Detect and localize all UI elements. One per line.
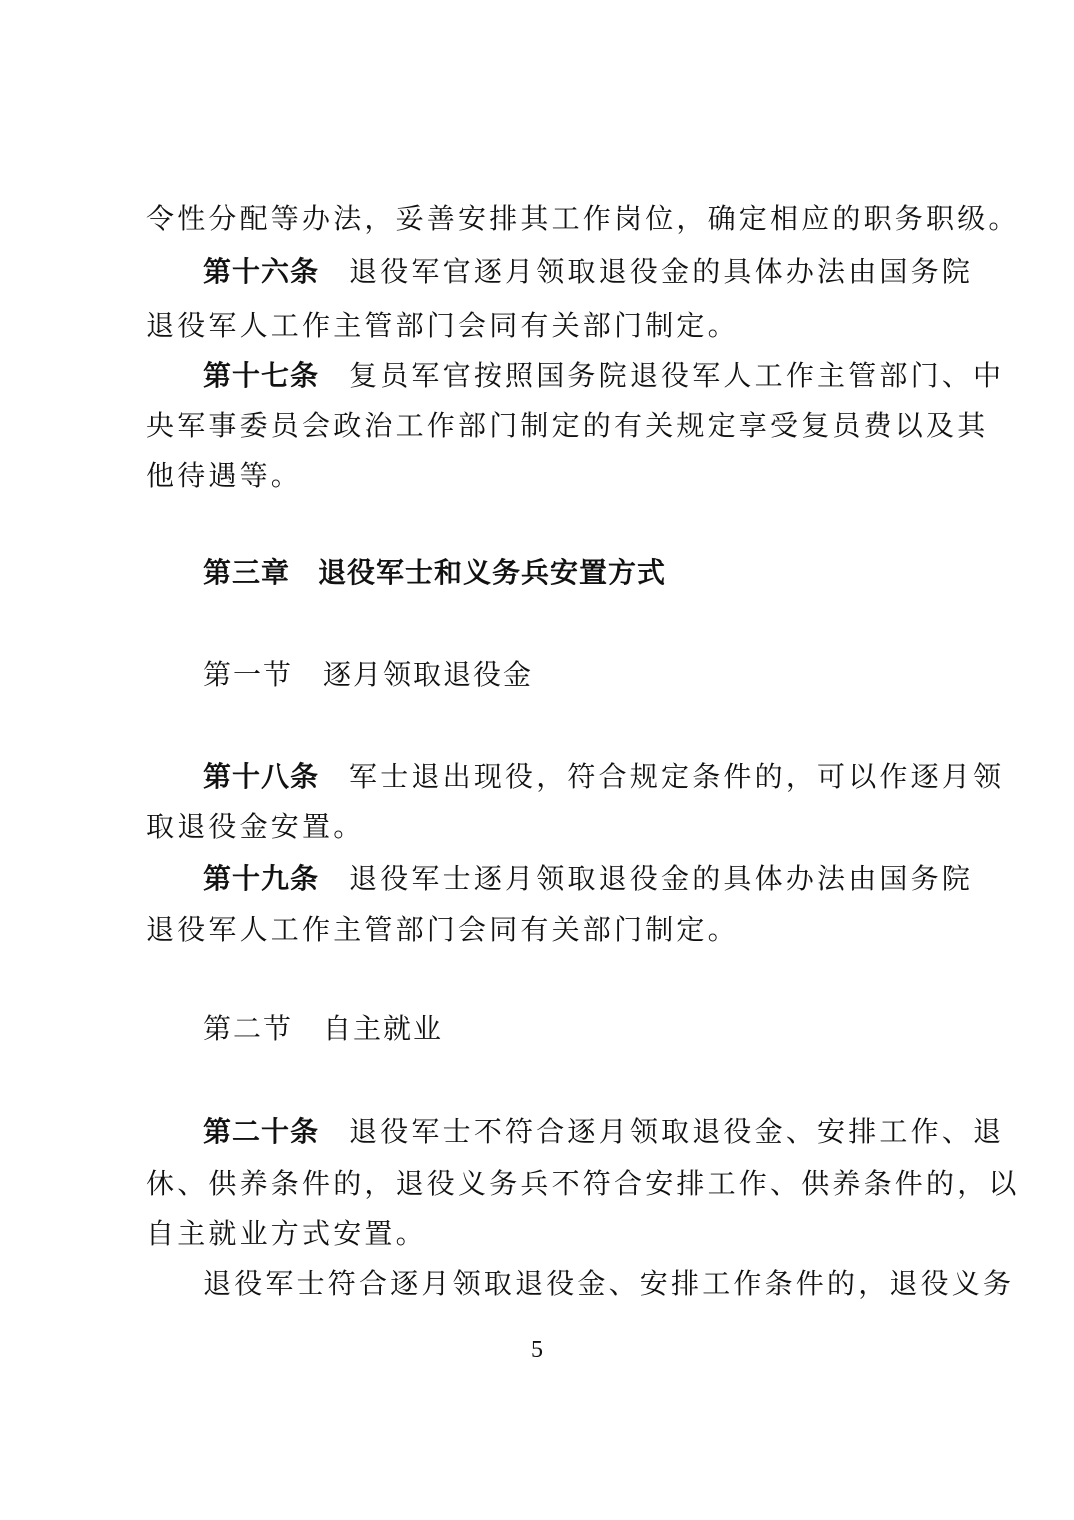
article-18-line-2: 取退役金安置。 <box>146 810 365 843</box>
section-1-label: 第一节 <box>203 658 294 691</box>
article-18-text-1: 军士退出现役，符合规定条件的，可以作逐月领 <box>349 760 1005 793</box>
article-20-number: 第二十条 <box>203 1115 320 1148</box>
section-2-label: 第二节 <box>203 1012 294 1045</box>
paragraph-continuation-line: 令性分配等办法，妥善安排其工作岗位，确定相应的职务职级。 <box>146 202 1020 235</box>
page-number: 5 <box>531 1337 543 1363</box>
article-16-text-1: 退役军官逐月领取退役金的具体办法由国务院 <box>349 255 974 288</box>
chapter-3-title: 退役军士和义务兵安置方式 <box>318 556 667 589</box>
article-17-text-1: 复员军官按照国务院退役军人工作主管部门、中 <box>349 359 1005 392</box>
article-17-line-3: 他待遇等。 <box>146 459 303 492</box>
article-17-line-2: 央军事委员会政治工作部门制定的有关规定享受复员费以及其 <box>146 409 989 442</box>
article-16-line-1 <box>203 242 974 302</box>
article-19-number: 第十九条 <box>203 862 320 895</box>
chapter-3-heading <box>203 543 943 603</box>
section-2-heading <box>203 999 943 1059</box>
section-1-heading <box>203 645 943 705</box>
section-1-title: 逐月领取退役金 <box>323 658 534 691</box>
article-19-line-2: 退役军人工作主管部门会同有关部门制定。 <box>146 913 739 946</box>
article-20-para-2-line-1: 退役军士符合逐月领取退役金、安排工作条件的，退役义务 <box>203 1267 1015 1300</box>
article-18-number: 第十八条 <box>203 760 320 793</box>
article-20-line-3: 自主就业方式安置。 <box>146 1217 427 1250</box>
article-17-number: 第十七条 <box>203 359 320 392</box>
article-20-text-1: 退役军士不符合逐月领取退役金、安排工作、退 <box>349 1115 1005 1148</box>
article-19-text-1: 退役军士逐月领取退役金的具体办法由国务院 <box>349 862 974 895</box>
article-16-line-2: 退役军人工作主管部门会同有关部门制定。 <box>146 309 739 342</box>
article-20-line-2: 休、供养条件的，退役义务兵不符合安排工作、供养条件的，以 <box>146 1167 1020 1200</box>
section-2-title: 自主就业 <box>323 1012 444 1045</box>
article-20-line-1 <box>203 1102 1005 1162</box>
chapter-3-label: 第三章 <box>203 556 291 589</box>
article-16-number: 第十六条 <box>203 255 320 288</box>
